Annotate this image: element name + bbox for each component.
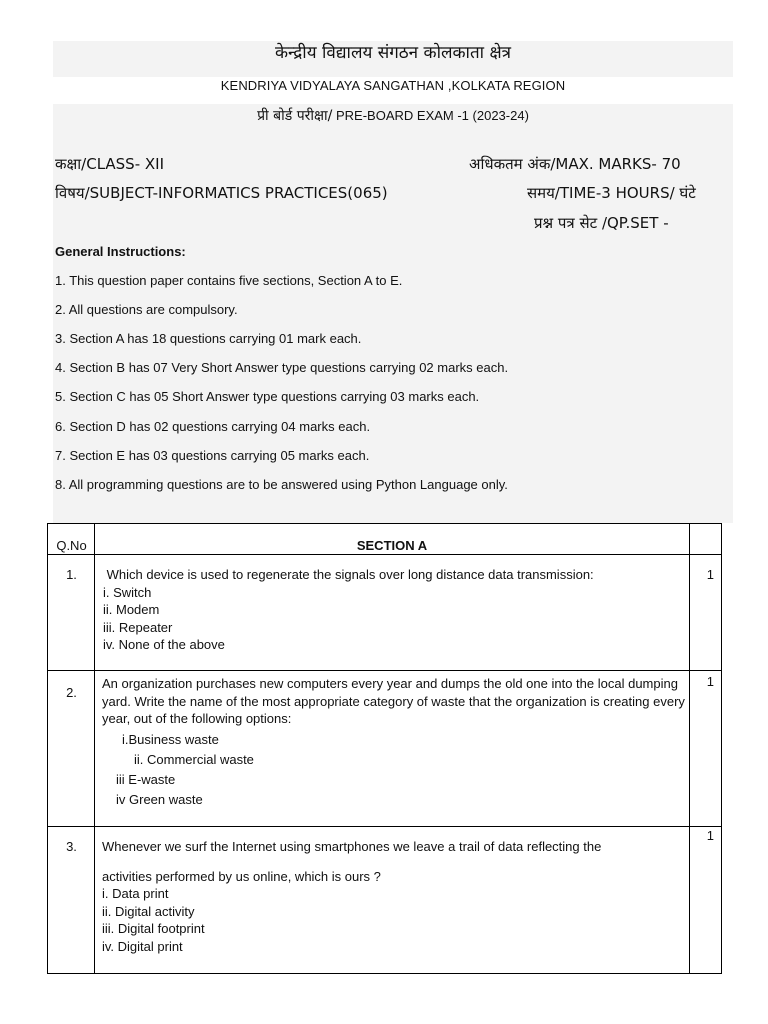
instruction-item: 7. Section E has 03 questions carrying 05 marks each. <box>55 448 370 463</box>
question-number: 1. <box>66 567 77 582</box>
section-title: SECTION A <box>356 538 428 553</box>
option: ii. Modem <box>103 602 160 617</box>
question-number: 2. <box>66 685 77 700</box>
question-1 <box>103 566 688 654</box>
instruction-item: 4. Section B has 07 Very Short Answer type questions carrying 02 marks each. <box>55 360 509 375</box>
header-title-hindi: केन्द्रीय विद्यालय संगठन कोलकाता क्षेत्र <box>274 43 512 63</box>
header-title-english: KENDRIYA VIDYALAYA SANGATHAN ,KOLKATA REGION <box>220 78 566 93</box>
option: ii. Digital activity <box>102 903 195 919</box>
qp-set-label: प्रश्न पत्र सेट /QP.SET - <box>534 214 669 232</box>
option: ii. Commercial waste <box>134 751 254 767</box>
instruction-item: 8. All programming questions are to be answered using Python Language only. <box>55 477 508 492</box>
option: iii E-waste <box>116 771 176 787</box>
option: iv. None of the above <box>103 637 225 652</box>
exam-title <box>0 106 768 125</box>
instruction-item: 3. Section A has 18 questions carrying 01 mark each. <box>55 331 362 346</box>
table-divider <box>94 524 95 973</box>
time-label: समय/TIME-3 HOURS/ घंटे <box>527 184 696 202</box>
class-label: कक्षा/CLASS- XII <box>55 155 164 173</box>
exam-title-hindi: प्री बोर्ड परीक्षा/ <box>257 108 333 124</box>
instruction-item: 6. Section D has 02 questions carrying 04 marks each. <box>55 419 371 434</box>
question-text: activities performed by us online, which is ours ? <box>102 868 381 884</box>
subject-label: विषय/SUBJECT-INFORMATICS PRACTICES(065) <box>55 184 388 202</box>
question-2 <box>102 675 687 810</box>
question-table <box>47 523 722 974</box>
exam-title-english: PRE-BOARD EXAM -1 (2023-24) <box>332 108 529 123</box>
table-divider <box>48 826 721 827</box>
max-marks-label: अधिकतम अंक/MAX. MARKS- 70 <box>469 155 681 173</box>
question-text: An organization purchases new computers every year and dumps the old one into the local dumping yard. Write the name of the most appropriate category of waste that the organization is creating every year, out of the following options: <box>102 676 685 726</box>
option: i.Business waste <box>122 731 219 747</box>
question-3 <box>102 838 687 955</box>
question-text: Whenever we surf the Internet using smartphones we leave a trail of data reflecting the <box>102 839 602 854</box>
option: iii. Digital footprint <box>102 921 205 936</box>
marks: 1 <box>706 828 714 843</box>
question-text: Which device is used to regenerate the signals over long distance data transmission: <box>103 567 594 582</box>
option: i. Data print <box>102 886 169 901</box>
marks: 1 <box>706 674 714 689</box>
marks: 1 <box>706 567 714 582</box>
table-divider <box>48 670 721 671</box>
option: iii. Repeater <box>103 619 173 635</box>
option: i. Switch <box>103 584 152 600</box>
question-number: 3. <box>66 839 77 854</box>
option: iv Green waste <box>116 791 203 807</box>
instructions-heading: General Instructions: <box>55 244 186 259</box>
column-header-qno: Q.No <box>56 538 87 553</box>
instruction-item: 2. All questions are compulsory. <box>55 302 238 317</box>
instruction-item: 1. This question paper contains five sections, Section A to E. <box>55 273 403 288</box>
option: iv. Digital print <box>102 938 183 954</box>
table-divider <box>689 524 690 973</box>
instruction-item: 5. Section C has 05 Short Answer type questions carrying 03 marks each. <box>55 389 480 404</box>
